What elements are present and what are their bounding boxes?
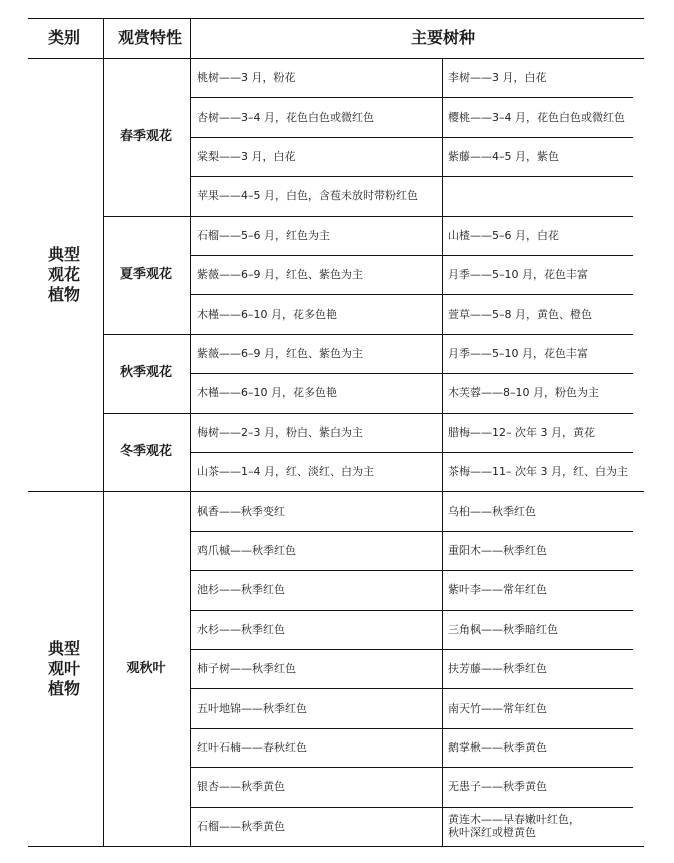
species-cell: 樱桃——3–4 月，花色白色或微红色	[448, 110, 625, 124]
species-column-divider	[442, 413, 443, 492]
row-rule	[190, 531, 633, 532]
species-cell: 紫叶李——常年红色	[448, 583, 547, 597]
species-cell: 南天竹——常年红色	[448, 701, 547, 715]
species-cell: 乌桕——秋季红色	[448, 504, 536, 518]
species-cell: 月季——5–10 月，花色丰富	[448, 268, 588, 282]
subgroup-bottom-rule	[103, 334, 633, 335]
species-cell: 水杉——秋季红色	[197, 622, 285, 636]
feature-column-divider	[190, 413, 191, 492]
species-cell: 三角枫——秋季暗红色	[448, 622, 558, 636]
plant-species-table	[28, 18, 644, 841]
row-rule	[190, 294, 633, 295]
row-rule	[190, 176, 633, 177]
species-cell: 茶梅——11– 次年 3 月，红、白为主	[448, 465, 628, 479]
header-feature: 观赏特性	[118, 28, 183, 47]
feature-column-divider	[190, 58, 191, 216]
species-cell: 木槿——6–10 月，花多色艳	[197, 307, 337, 321]
species-cell: 梅树——2–3 月，粉白、紫白为主	[197, 425, 363, 439]
row-rule	[190, 137, 633, 138]
species-cell: 石榴——5–6 月，红色为主	[197, 228, 330, 242]
species-cell: 萱草——5–8 月，黄色、橙色	[448, 307, 592, 321]
feature-label: 冬季观花	[119, 444, 172, 459]
feature-column-divider	[190, 491, 191, 846]
species-cell: 月季——5–10 月，花色丰富	[448, 347, 588, 360]
table-top-rule	[28, 18, 644, 19]
species-cell: 李树——3 月，白花	[448, 71, 547, 85]
feature-label: 观秋叶	[126, 660, 166, 676]
feature-column-divider	[190, 216, 191, 334]
species-cell: 桃树——3 月，粉花	[197, 71, 296, 85]
row-rule	[190, 570, 633, 571]
species-cell: 五叶地锦——秋季红色	[197, 701, 307, 715]
species-column-divider	[442, 334, 443, 413]
subgroup-bottom-rule	[103, 413, 633, 414]
row-rule	[190, 728, 633, 729]
category-column-divider	[103, 491, 104, 846]
species-cell: 黄连木——早春嫩叶红色， 秋叶深红或橙黄色	[448, 813, 580, 840]
feature-label: 春季观花	[119, 128, 172, 144]
species-cell: 重阳木——秋季红色	[448, 544, 547, 557]
group-bottom-rule	[28, 846, 644, 847]
species-cell: 腊梅——12– 次年 3 月，黄花	[448, 425, 595, 439]
feature-label: 夏季观花	[119, 266, 172, 282]
species-cell: 红叶石楠——春秋红色	[197, 741, 307, 754]
category-label: 典型观叶植物	[47, 638, 80, 698]
row-rule	[190, 97, 633, 98]
row-rule	[190, 452, 633, 453]
species-cell: 紫藤——4–5 月，紫色	[448, 150, 559, 163]
species-cell: 鸡爪槭——秋季红色	[197, 544, 296, 557]
species-cell: 山茶——1–4 月，红、淡红、白为主	[197, 465, 374, 479]
feature-label: 秋季观花	[119, 365, 172, 381]
species-cell: 紫薇——6–9 月，红色、紫色为主	[197, 347, 363, 360]
species-cell: 鹅掌楸——秋季黄色	[448, 741, 547, 754]
species-column-divider	[442, 58, 443, 216]
row-rule	[190, 610, 633, 611]
header-divider-feature	[190, 18, 191, 58]
category-column-divider	[103, 58, 104, 491]
subgroup-bottom-rule	[103, 216, 633, 217]
group-bottom-rule	[28, 491, 644, 492]
row-rule	[190, 688, 633, 689]
row-rule	[190, 767, 633, 768]
species-cell: 池杉——秋季红色	[197, 583, 285, 597]
species-cell: 木槿——6–10 月，花多色艳	[197, 386, 337, 400]
header-divider-category	[103, 18, 104, 58]
category-label: 典型观花植物	[47, 244, 80, 304]
species-cell: 山楂——5–6 月，白花	[448, 228, 559, 242]
header-category: 类别	[48, 28, 81, 47]
row-rule	[190, 255, 633, 256]
row-rule	[190, 373, 633, 374]
row-rule	[190, 807, 633, 808]
species-cell: 杏树——3–4 月，花色白色或微红色	[197, 110, 374, 124]
species-cell: 石榴——秋季黄色	[197, 819, 285, 833]
species-cell: 棠梨——3 月，白花	[197, 150, 296, 163]
species-column-divider	[442, 216, 443, 334]
species-cell: 紫薇——6–9 月，红色、紫色为主	[197, 268, 363, 282]
species-cell: 扶芳藤——秋季红色	[448, 662, 547, 676]
row-rule	[190, 649, 633, 650]
species-cell: 柿子树——秋季红色	[197, 662, 296, 676]
species-cell: 苹果——4–5 月，白色，含苞未放时带粉红色	[197, 189, 418, 203]
species-column-divider	[442, 491, 443, 846]
species-cell: 木芙蓉——8–10 月，粉色为主	[448, 386, 599, 400]
species-cell: 银杏——秋季黄色	[197, 780, 285, 794]
feature-column-divider	[190, 334, 191, 413]
header-bottom-rule	[28, 58, 644, 59]
header-species: 主要树种	[411, 28, 476, 47]
species-cell: 无患子——秋季黄色	[448, 780, 547, 794]
species-cell: 枫香——秋季变红	[197, 504, 285, 518]
